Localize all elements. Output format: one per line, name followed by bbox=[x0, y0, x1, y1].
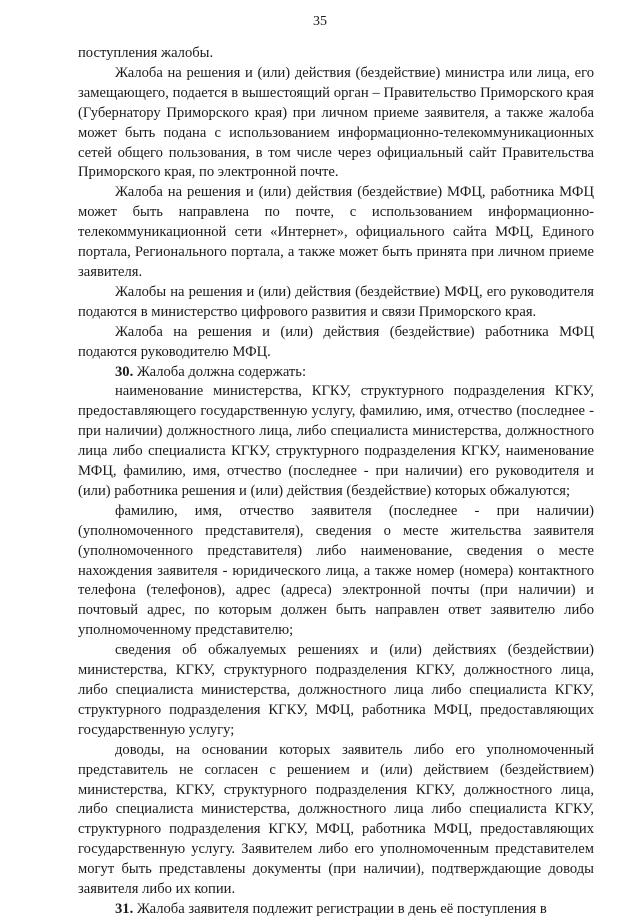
paragraph: фамилию, имя, отчество заявителя (последнее - при наличии) (уполномоченного представителя), сведения о месте жительства заявителя (уполномоченного представителя) либо наименование, сведения о месте нахождения заявителя - юридического лица, а также номер (номера) контактного телефона (телефонов), адрес (адреса) электронной почты (при наличии) и почтовый адрес, по которым должен быть направлен ответ заявителю либо уполномоченному представителю; bbox=[78, 502, 594, 639]
paragraph: Жалобы на решения и (или) действия (бездействие) МФЦ, его руководителя подаются в министерство цифрового развития и связи Приморского края. bbox=[78, 283, 594, 320]
clause-30 bbox=[78, 363, 594, 383]
paragraph: Жалоба на решения и (или) действия (бездействие) МФЦ, работника МФЦ может быть направлена по почте, с использованием информационно-телекоммуникационной сети «Интернет», официального сайта МФЦ, Единого портала, Регионального портала, а также может быть принята при личном приеме заявителя. bbox=[78, 184, 594, 280]
clause-number: 30. bbox=[115, 363, 134, 380]
paragraph: наименование министерства, КГКУ, структурного подразделения КГКУ, предоставляющего государственную услугу, фамилию, имя, отчество (последнее - при наличии) должностного лица, либо специалиста министерства, должностного лица либо специалиста КГКУ, структурного подразделения КГКУ, наименование МФЦ, фамилию, имя, отчество (последнее - при наличии) его руководителя и (или) работника решения и (или) действия (бездействие) которых обжалуются; bbox=[78, 383, 594, 499]
clause-text: Жалоба должна содержать: bbox=[133, 363, 307, 380]
paragraph: доводы, на основании которых заявитель либо его уполномоченный представитель не согласен с решением и (или) действием (бездействием) министерства, КГКУ, структурного подразделения КГКУ, должностного лица, либо специалиста министерства, должностного лица либо специалиста КГКУ, структурного подразделения КГКУ, МФЦ, работника МФЦ, предоставляющих государственную услугу. Заявителем либо его уполномоченным представителем могут быть представлены документы (при наличии), подтверждающие доводы заявителя либо их копии. bbox=[78, 741, 594, 898]
clause-number: 31. bbox=[115, 900, 134, 917]
paragraph: Жалоба на решения и (или) действия (бездействие) министра или лица, его замещающего, подается в вышестоящий орган – Правительство Приморского края (Губернатору Приморского края) при личном приеме заявителя, а также жалоба может быть подана с использованием информационно-телекоммуникационных сетей общего пользования, в том числе через официальный сайт Правительства Приморского края, по электронной почте. bbox=[78, 64, 594, 181]
clause-31 bbox=[78, 900, 594, 920]
paragraph: Жалоба на решения и (или) действия (бездействие) работника МФЦ подаются руководителю МФЦ. bbox=[78, 323, 594, 360]
document-body bbox=[78, 44, 594, 920]
clause-text: Жалоба заявителя подлежит регистрации в день её поступления в bbox=[133, 900, 547, 917]
paragraph: поступления жалобы. bbox=[78, 45, 214, 61]
page-number: 35 bbox=[313, 14, 327, 29]
paragraph: сведения об обжалуемых решениях и (или) действиях (бездействии) министерства, КГКУ, структурного подразделения КГКУ, должностного лица, либо специалиста министерства, должностного лица либо специалиста КГКУ, структурного подразделения КГКУ, МФЦ, работника МФЦ, предоставляющих государственную услугу; bbox=[78, 642, 594, 738]
